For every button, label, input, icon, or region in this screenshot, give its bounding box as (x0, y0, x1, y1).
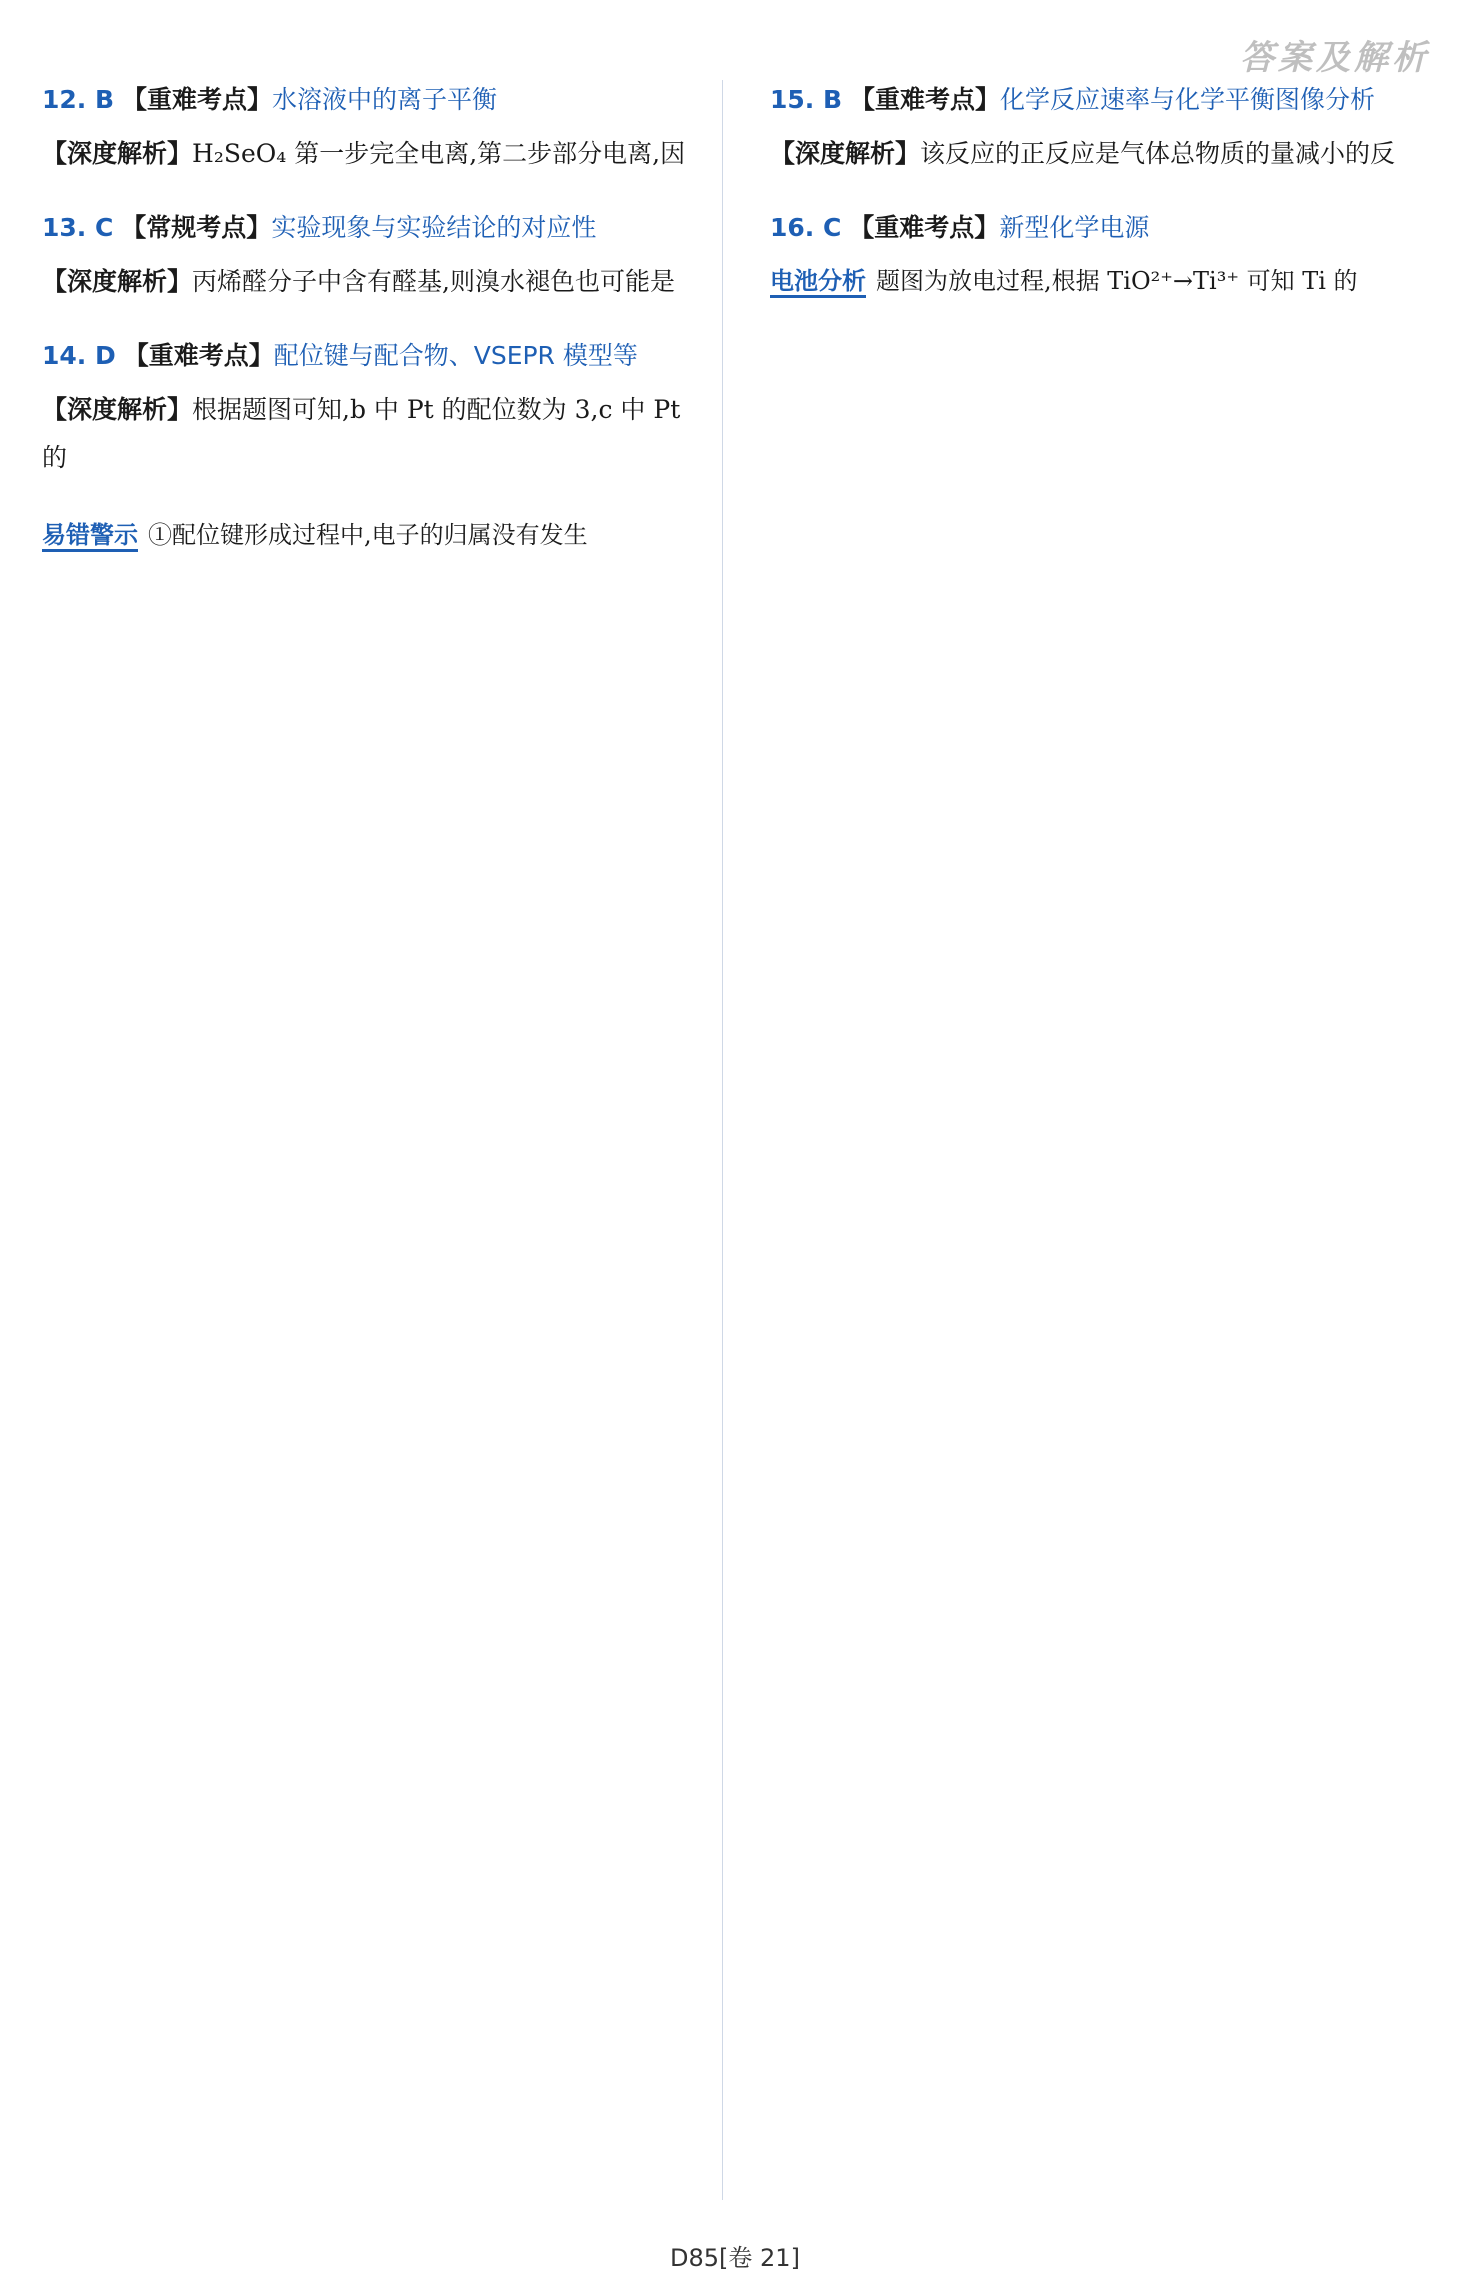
question-13-topic: 实验现象与实验结论的对应性 (271, 213, 597, 242)
question-14-number: 14. D (42, 341, 116, 370)
battery-analysis-label: 电池分析 (770, 267, 866, 298)
question-16 (770, 208, 1425, 304)
question-16-tag: 【重难考点】 (849, 213, 1000, 242)
question-15-heading (770, 80, 1425, 116)
question-16-battery-analysis (770, 258, 1425, 304)
question-16-number: 16. C (770, 213, 842, 242)
error-warning-text: ①配位键形成过程中,电子的归属没有发生 (148, 521, 588, 549)
question-12-analysis-label: 【深度解析】 (42, 139, 193, 168)
question-13-analysis-label: 【深度解析】 (42, 267, 193, 296)
question-13-analysis (42, 258, 697, 306)
left-column (42, 80, 697, 558)
question-14-analysis (42, 386, 697, 482)
question-15-analysis-text: 该反应的正反应是气体总物质的量减小的反 (920, 139, 1396, 168)
question-15-tag: 【重难考点】 (850, 85, 1001, 114)
question-16-topic: 新型化学电源 (999, 213, 1150, 242)
question-15-number: 15. B (770, 85, 843, 114)
question-12-topic: 水溶液中的离子平衡 (272, 85, 498, 114)
right-column (770, 80, 1425, 334)
question-14-heading (42, 336, 697, 372)
question-14-analysis-label: 【深度解析】 (42, 395, 193, 424)
question-15-analysis-label: 【深度解析】 (770, 139, 921, 168)
battery-analysis-text: 题图为放电过程,根据 TiO²⁺→Ti³⁺ 可知 Ti 的 (876, 267, 1358, 295)
error-warning-label: 易错警示 (42, 521, 138, 552)
question-12-tag: 【重难考点】 (122, 85, 273, 114)
question-14 (42, 336, 697, 482)
question-12 (42, 80, 697, 178)
question-12-heading (42, 80, 697, 116)
question-13-heading (42, 208, 697, 244)
column-divider (722, 80, 723, 2200)
question-12-analysis (42, 130, 697, 178)
question-13-tag: 【常规考点】 (121, 213, 272, 242)
question-15 (770, 80, 1425, 178)
page-footer-number: D85[卷 21] (670, 2244, 800, 2272)
question-16-heading (770, 208, 1425, 244)
error-warning-note (42, 512, 697, 558)
page-header-title: 答案及解析 (1240, 38, 1430, 78)
question-13 (42, 208, 697, 306)
question-14-topic: 配位键与配合物、VSEPR 模型等 (273, 341, 638, 370)
question-13-analysis-text: 丙烯醛分子中含有醛基,则溴水褪色也可能是 (192, 267, 675, 296)
question-14-analysis-text: 根据题图可知,b 中 Pt 的配位数为 3,c 中 Pt 的 (42, 395, 681, 472)
question-13-number: 13. C (42, 213, 114, 242)
question-12-analysis-text: H₂SeO₄ 第一步完全电离,第二步部分电离,因 (192, 139, 686, 168)
question-15-analysis (770, 130, 1425, 178)
question-15-topic: 化学反应速率与化学平衡图像分析 (1000, 85, 1376, 114)
question-14-tag: 【重难考点】 (123, 341, 274, 370)
question-12-number: 12. B (42, 85, 115, 114)
